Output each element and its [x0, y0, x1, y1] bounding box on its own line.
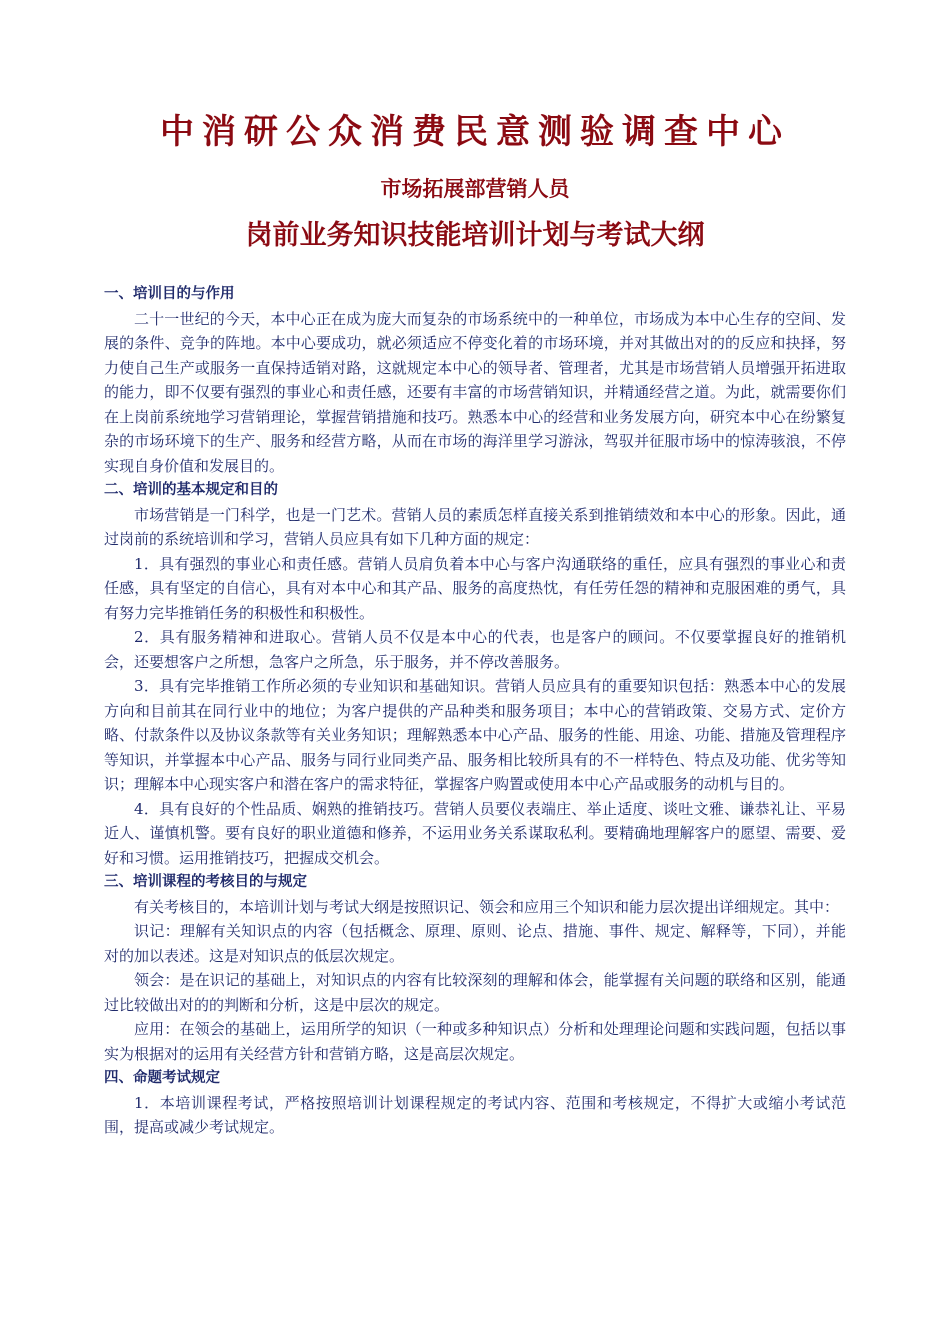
section-exam-rules — [104, 1066, 846, 1140]
document-body — [104, 282, 846, 1140]
paragraph: 1．具有强烈的事业心和责任感。营销人员肩负着本中心与客户沟通联络的重任，应具有强烈的事业心和责任感，具有坚定的自信心，具有对本中心和其产品、服务的高度热忱，有任劳任怨的精神和克服困难的勇气，具有努力完毕推销任务的积极性和积极性。 — [104, 554, 846, 622]
document-title: 岗前业务知识技能培训计划与考试大纲 — [245, 220, 705, 251]
section-basic-requirements — [104, 478, 846, 870]
paragraph: 市场营销是一门科学，也是一门艺术。营销人员的素质怎样直接关系到推销绩效和本中心的形象。因此，通过岗前的系统培训和学习，营销人员应具有如下几种方面的规定： — [104, 505, 846, 548]
paragraph: 二十一世纪的今天，本中心正在成为庞大而复杂的市场系统中的一种单位，市场成为本中心生存的空间、发展的条件、竞争的阵地。本中心要成功，就必须适应不停变化着的市场环境，并对其做出对的的反应和抉择，努力使自己生产或服务一直保持适销对路，这就规定本中心的领导者、管理者，尤其是市场营销人员增强开拓进取的能力，即不仅要有强烈的事业心和责任感，还要有丰富的市场营销知识，并精通经营之道。为此，就需要你们在上岗前系统地学习营销理论，掌握营销措施和技巧。熟悉本中心的经营和业务发展方向，研究本中心在纷繁复杂的市场环境下的生产、服务和经营方略，从而在市场的海洋里学习游泳，驾驭并征服市场中的惊涛骇浪，不停实现自身价值和发展目的。 — [104, 309, 846, 475]
paragraph: 1．本培训课程考试，严格按照培训计划课程规定的考试内容、范围和考核规定，不得扩大或缩小考试范围，提高或减少考试规定。 — [104, 1093, 846, 1136]
section-heading: 四、命题考试规定 — [104, 1070, 220, 1086]
paragraph: 3．具有完毕推销工作所必须的专业知识和基础知识。营销人员应具有的重要知识包括：熟悉本中心的发展方向和目前其在同行业中的地位；为客户提供的产品种类和服务项目；本中心的营销政策、交易方式、定价方略、付款条件以及协议条款等有关业务知识；理解熟悉本中心产品、服务的性能、用途、功能、措施及管理程序等知识，并掌握本中心产品、服务与同行业同类产品、服务相比较所具有的不一样特色、特点及功能、优劣等知识；理解本中心现实客户和潜在客户的需求特征，掌握客户购置或使用本中心产品或服务的动机与目的。 — [104, 677, 846, 793]
paragraph: 2．具有服务精神和进取心。营销人员不仅是本中心的代表，也是客户的顾问。不仅要掌握良好的推销机会，还要想客户之所想，急客户之所急，乐于服务，并不停改善服务。 — [104, 628, 846, 671]
section-training-purpose — [104, 282, 846, 478]
department-subtitle: 市场拓展部营销人员 — [380, 177, 570, 201]
paragraph: 有关考核目的，本培训计划与考试大纲是按照识记、领会和应用三个知识和能力层次提出详细规定。其中： — [134, 897, 840, 916]
section-assessment-goals — [104, 870, 846, 1066]
section-heading: 二、培训的基本规定和目的 — [104, 482, 278, 498]
paragraph: 识记：理解有关知识点的内容（包括概念、原理、原则、论点、措施、事件、规定、解释等，下同），并能对的加以表述。这是对知识点的低层次规定。 — [104, 922, 846, 965]
paragraph: 4．具有良好的个性品质、娴熟的推销技巧。营销人员要仪表端庄、举止适度、谈吐文雅、谦恭礼让、平易近人、谨慎机警。要有良好的职业道德和修养，不运用业务关系谋取私利。要精确地理解客户的愿望、需要、爱好和习惯。运用推销技巧，把握成交机会。 — [104, 799, 846, 867]
section-heading: 三、培训课程的考核目的与规定 — [104, 874, 307, 890]
paragraph: 应用：在领会的基础上，运用所学的知识（一种或多种知识点）分析和处理理论问题和实践问题，包括以事实为根据对的运用有关经营方针和营销方略，这是高层次规定。 — [104, 1020, 846, 1063]
organization-title: 中消研公众消费民意测验调查中心 — [160, 112, 790, 152]
paragraph: 领会：是在识记的基础上，对知识点的内容有比较深刻的理解和体会，能掌握有关问题的联络和区别，能通过比较做出对的的判断和分析，这是中层次的规定。 — [104, 971, 846, 1014]
section-heading: 一、培训目的与作用 — [104, 286, 235, 302]
